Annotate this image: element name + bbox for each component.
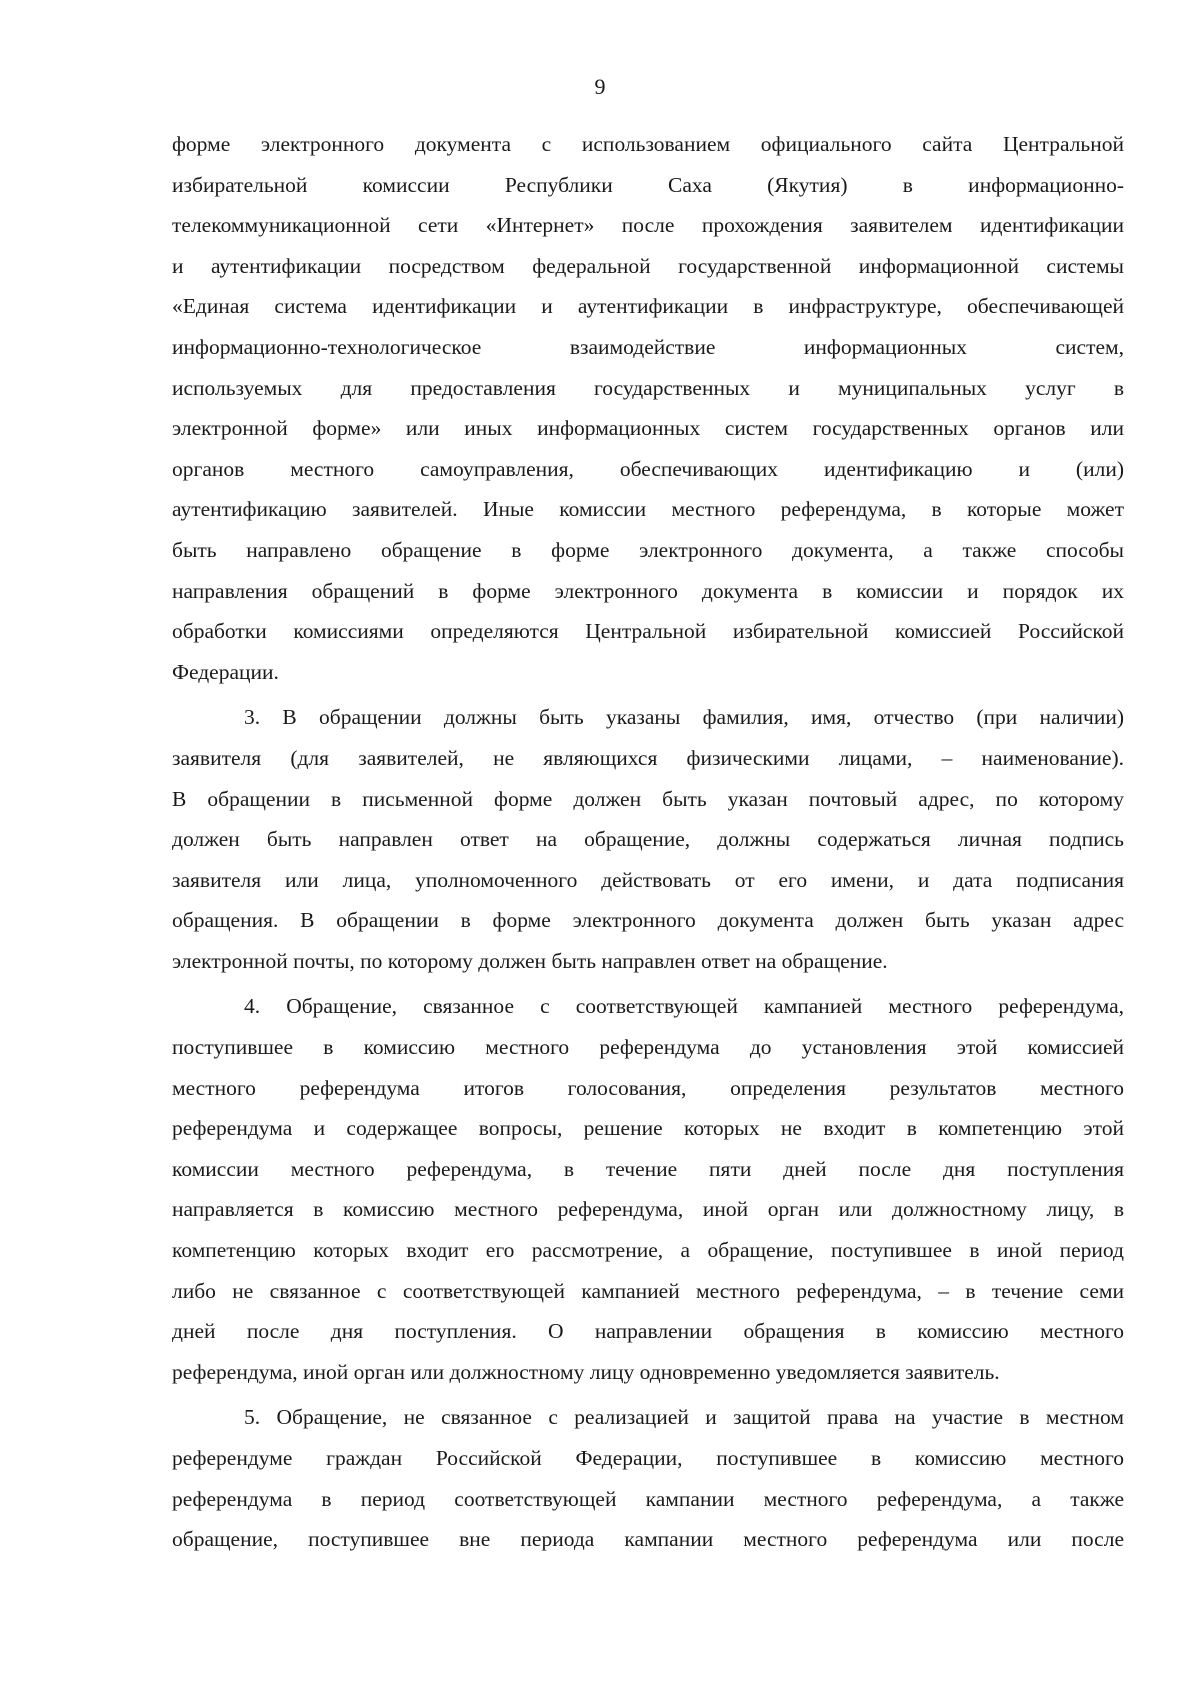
text-line: должен быть направлен ответ на обращение, должны содержаться личная подпись: [172, 827, 1124, 852]
text-line: форме электронного документа с использованием официального сайта Центральной: [172, 132, 1124, 156]
text-line: референдума, иной орган или должностному лицу одновременно уведомляется заявитель.: [172, 1359, 1000, 1384]
text-line: электронной почты, по которому должен быть направлен ответ на обращение.: [172, 948, 888, 973]
text-line: местного референдума итогов голосования, определения результатов местного: [172, 1075, 1124, 1100]
text-line: комиссии местного референдума, в течение пяти дней после дня поступления: [172, 1156, 1124, 1181]
paragraph-5: [172, 1397, 1124, 1559]
text-line: 4. Обращение, связанное с соответствующей кампанией местного референдума,: [244, 994, 1124, 1019]
text-line: органов местного самоуправления, обеспечивающих идентификацию и (или): [172, 456, 1124, 481]
text-line: заявителя (для заявителей, не являющихся физическими лицами, – наименование).: [172, 745, 1124, 770]
text-line: компетенцию которых входит его рассмотрение, а обращение, поступившее в иной период: [172, 1238, 1124, 1263]
text-line: быть направлено обращение в форме электронного документа, а также способы: [172, 537, 1124, 562]
text-line: референдума и содержащее вопросы, решение которых не входит в компетенцию этой: [172, 1116, 1124, 1141]
text-line: избирательной комиссии Республики Саха (Якутия) в информационно-: [172, 172, 1124, 197]
text-line: либо не связанное с соответствующей кампанией местного референдума, – в течение семи: [172, 1278, 1124, 1303]
text-line: телекоммуникационной сети «Интернет» после прохождения заявителем идентификации: [172, 213, 1124, 238]
text-line: заявителя или лица, уполномоченного действовать от его имени, и дата подписания: [172, 867, 1124, 892]
text-line: направления обращений в форме электронного документа в комиссии и порядок их: [172, 578, 1124, 603]
text-line: референдума в период соответствующей кампании местного референдума, а также: [172, 1486, 1124, 1511]
text-line: используемых для предоставления государственных и муниципальных услуг в: [172, 375, 1124, 400]
text-line: 5. Обращение, не связанное с реализацией и защитой права на участие в местном: [244, 1405, 1124, 1430]
text-line: и аутентификации посредством федеральной государственной информационной системы: [172, 253, 1124, 278]
text-line: обращения. В обращении в форме электронного документа должен быть указан адрес: [172, 908, 1124, 933]
text-line: В обращении в письменной форме должен быть указан почтовый адрес, по которому: [172, 786, 1124, 811]
text-line: «Единая система идентификации и аутентификации в инфраструктуре, обеспечивающей: [172, 294, 1124, 319]
text-line: дней после дня поступления. О направлении обращения в комиссию местного: [172, 1319, 1124, 1344]
text-line: Федерации.: [172, 659, 279, 684]
paragraph-3: [172, 697, 1124, 981]
paragraph-continuation: [172, 124, 1124, 692]
document-body: [172, 124, 1124, 1560]
text-line: аутентификацию заявителей. Иные комиссии местного референдума, в которые может: [172, 497, 1124, 522]
text-line: поступившее в комиссию местного референдума до установления этой комиссией: [172, 1035, 1124, 1060]
text-line: обработки комиссиями определяются Центральной избирательной комиссией Российской: [172, 619, 1124, 644]
text-line: информационно-технологическое взаимодействие информационных систем,: [172, 334, 1124, 359]
page-number: 9: [594, 74, 606, 99]
text-line: обращение, поступившее вне периода кампании местного референдума или после: [172, 1527, 1124, 1552]
text-line: электронной форме» или иных информационных систем государственных органов или: [172, 416, 1124, 441]
text-line: 3. В обращении должны быть указаны фамилия, имя, отчество (при наличии): [244, 705, 1124, 730]
paragraph-4: [172, 986, 1124, 1392]
text-line: референдуме граждан Российской Федерации, поступившее в комиссию местного: [172, 1446, 1124, 1470]
text-line: направляется в комиссию местного референдума, иной орган или должностному лицу, в: [172, 1197, 1124, 1222]
